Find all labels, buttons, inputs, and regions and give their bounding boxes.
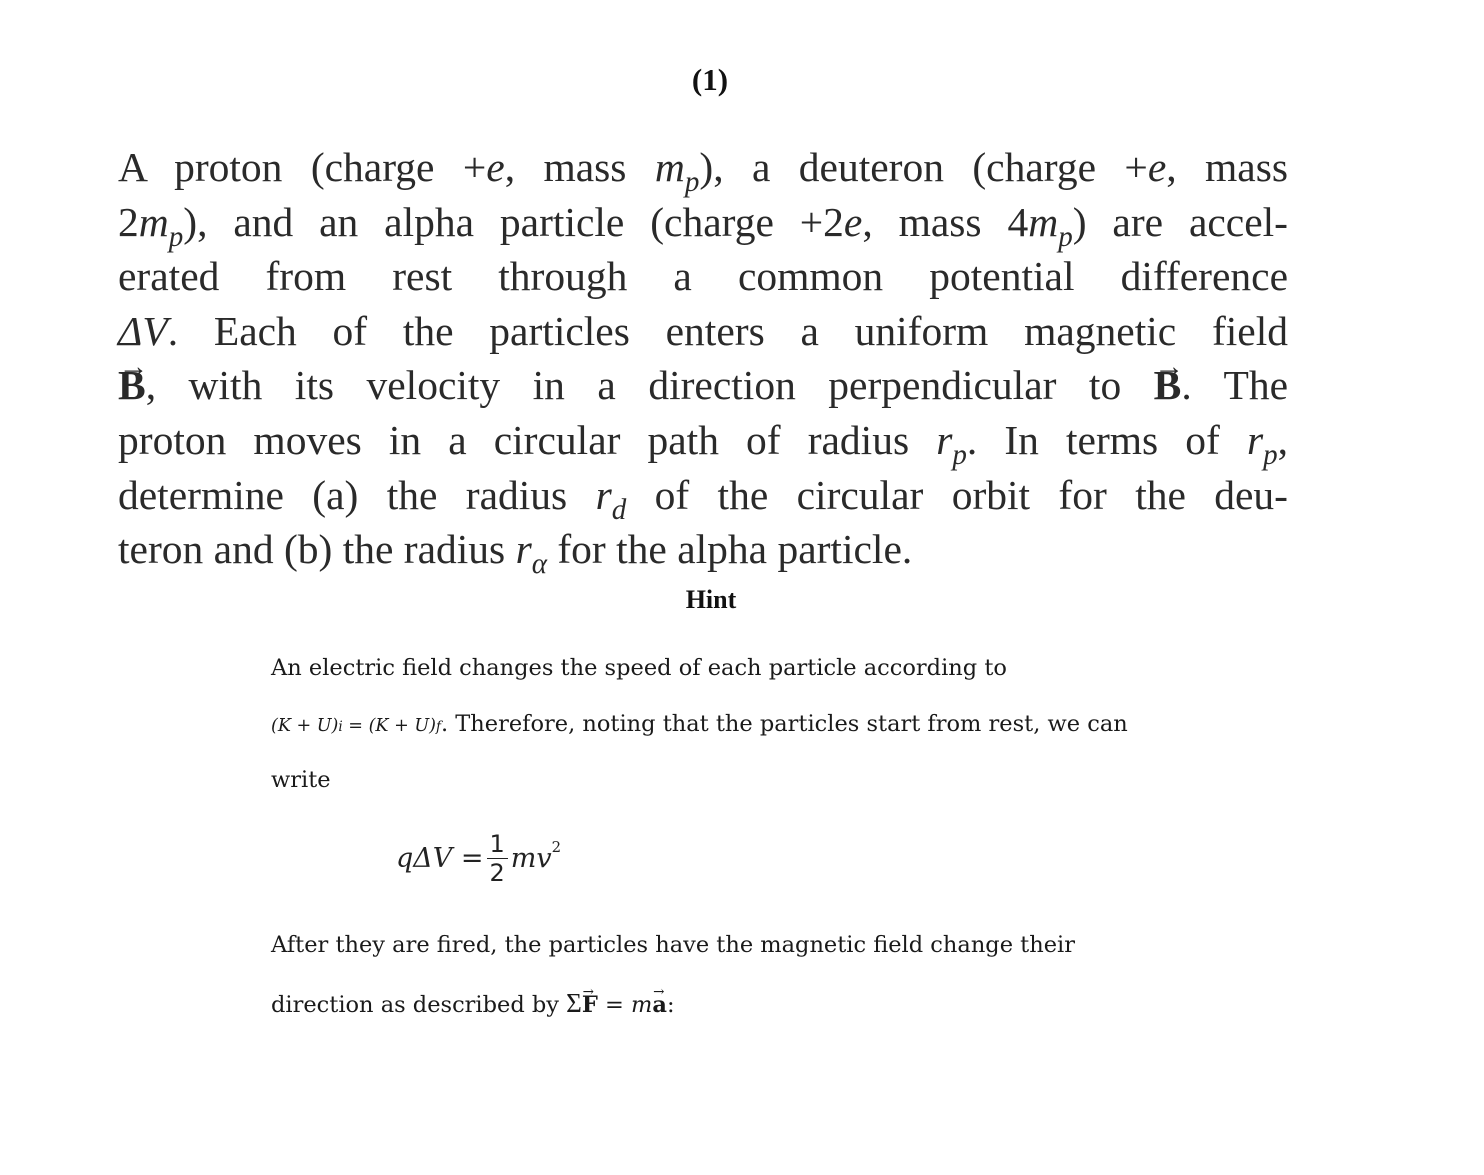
problem-line-6: proton moves in a circular path of radius $r_p$. In terms of $r_p$,	[118, 416, 1288, 472]
problem-statement	[118, 140, 1289, 581]
hint-paragraph-3: write	[271, 767, 331, 793]
fraction-one-half: $\frac{1}{2}$	[487, 830, 508, 887]
hint-paragraph-4: After they are fired, the particles have the magnetic field change their	[271, 932, 1075, 958]
problem-line-4: ΔV. Each of the particles enters a uniform magnetic field	[118, 307, 1288, 354]
problem-line-5: → B, with its velocity in a direction perpendicular to → B. The	[118, 358, 1288, 413]
problem-line-7: determine (a) the radius $r_d$ of the circular orbit for the deu-	[118, 471, 1288, 526]
hint-title: Hint	[685, 585, 737, 614]
hint-paragraph-1: An electric field changes the speed of each particle according to	[271, 655, 1007, 681]
hint-paragraph-2: (K + U)i = (K + U)f. Therefore, noting that the particles start from rest, we can	[271, 711, 1128, 737]
force-vector: → F	[582, 992, 598, 1018]
magnetic-field-vector: → B	[1154, 358, 1182, 413]
problem-line-1: A proton (charge +e, mass $m_p$), a deuteron (charge +e, mass	[118, 144, 1289, 199]
acceleration-vector: → a	[652, 992, 667, 1018]
problem-line-3: erated from rest through a common potential difference	[118, 253, 1288, 300]
problem-line-2: $2m_p$), and an alpha particle (charge +2e, mass $4m_p$) are accel-	[118, 198, 1288, 253]
problem-number: (1)	[691, 62, 729, 97]
hint-paragraph-5: direction as described by Σ→ F = m→ a:	[271, 988, 675, 1019]
problem-line-8: teron and (b) the radius $r_\alpha$ for the alpha particle.	[118, 526, 913, 581]
magnetic-field-vector: → B	[118, 358, 146, 413]
energy-equation: qΔV = $\frac{1}{2}$ mv 2	[396, 830, 562, 887]
